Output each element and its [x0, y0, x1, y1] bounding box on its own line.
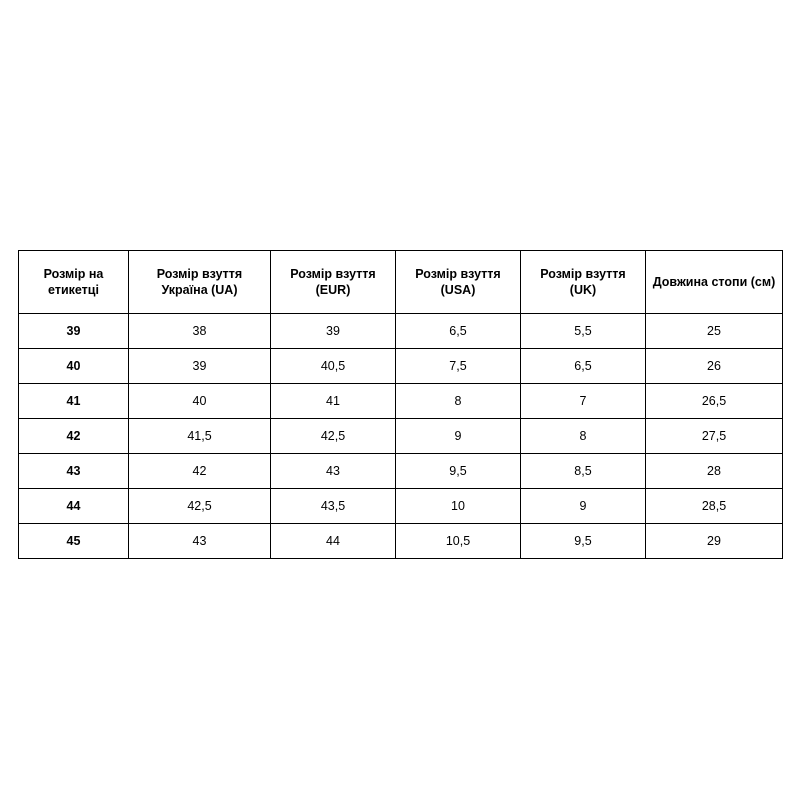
- cell-label-size: 43: [19, 454, 129, 489]
- cell-usa: 9: [396, 419, 521, 454]
- column-header-usa: Розмір взуття (USA): [396, 251, 521, 314]
- size-chart-container: [18, 250, 782, 559]
- cell-uk: 5,5: [521, 314, 646, 349]
- cell-uk: 7: [521, 384, 646, 419]
- table-header-row: [19, 251, 783, 314]
- shoe-size-table: [18, 250, 783, 559]
- cell-usa: 8: [396, 384, 521, 419]
- column-header-uk: Розмір взуття (UK): [521, 251, 646, 314]
- table-row: [19, 454, 783, 489]
- cell-usa: 6,5: [396, 314, 521, 349]
- cell-eur: 44: [271, 524, 396, 559]
- cell-uk: 8: [521, 419, 646, 454]
- cell-label-size: 41: [19, 384, 129, 419]
- cell-uk: 8,5: [521, 454, 646, 489]
- cell-usa: 7,5: [396, 349, 521, 384]
- cell-usa: 10,5: [396, 524, 521, 559]
- cell-label-size: 44: [19, 489, 129, 524]
- column-header-foot-length: Довжина стопи (см): [646, 251, 783, 314]
- cell-foot-length: 26,5: [646, 384, 783, 419]
- table-header: [19, 251, 783, 314]
- cell-usa: 10: [396, 489, 521, 524]
- table-row: [19, 524, 783, 559]
- cell-label-size: 42: [19, 419, 129, 454]
- cell-foot-length: 29: [646, 524, 783, 559]
- table-row: [19, 489, 783, 524]
- cell-foot-length: 27,5: [646, 419, 783, 454]
- column-header-eur: Розмір взуття (EUR): [271, 251, 396, 314]
- table-body: [19, 314, 783, 559]
- cell-ua: 42,5: [129, 489, 271, 524]
- table-row: [19, 314, 783, 349]
- cell-uk: 9,5: [521, 524, 646, 559]
- cell-ua: 39: [129, 349, 271, 384]
- table-row: [19, 419, 783, 454]
- cell-ua: 40: [129, 384, 271, 419]
- cell-label-size: 40: [19, 349, 129, 384]
- cell-usa: 9,5: [396, 454, 521, 489]
- cell-foot-length: 25: [646, 314, 783, 349]
- cell-ua: 43: [129, 524, 271, 559]
- cell-eur: 40,5: [271, 349, 396, 384]
- cell-ua: 38: [129, 314, 271, 349]
- cell-foot-length: 28,5: [646, 489, 783, 524]
- cell-uk: 9: [521, 489, 646, 524]
- column-header-label-size: Розмір на етикетці: [19, 251, 129, 314]
- cell-eur: 43,5: [271, 489, 396, 524]
- column-header-ua: Розмір взуття Україна (UA): [129, 251, 271, 314]
- table-row: [19, 384, 783, 419]
- cell-eur: 41: [271, 384, 396, 419]
- cell-foot-length: 28: [646, 454, 783, 489]
- cell-eur: 43: [271, 454, 396, 489]
- table-row: [19, 349, 783, 384]
- cell-foot-length: 26: [646, 349, 783, 384]
- cell-ua: 42: [129, 454, 271, 489]
- cell-eur: 39: [271, 314, 396, 349]
- cell-eur: 42,5: [271, 419, 396, 454]
- cell-label-size: 39: [19, 314, 129, 349]
- cell-ua: 41,5: [129, 419, 271, 454]
- cell-label-size: 45: [19, 524, 129, 559]
- cell-uk: 6,5: [521, 349, 646, 384]
